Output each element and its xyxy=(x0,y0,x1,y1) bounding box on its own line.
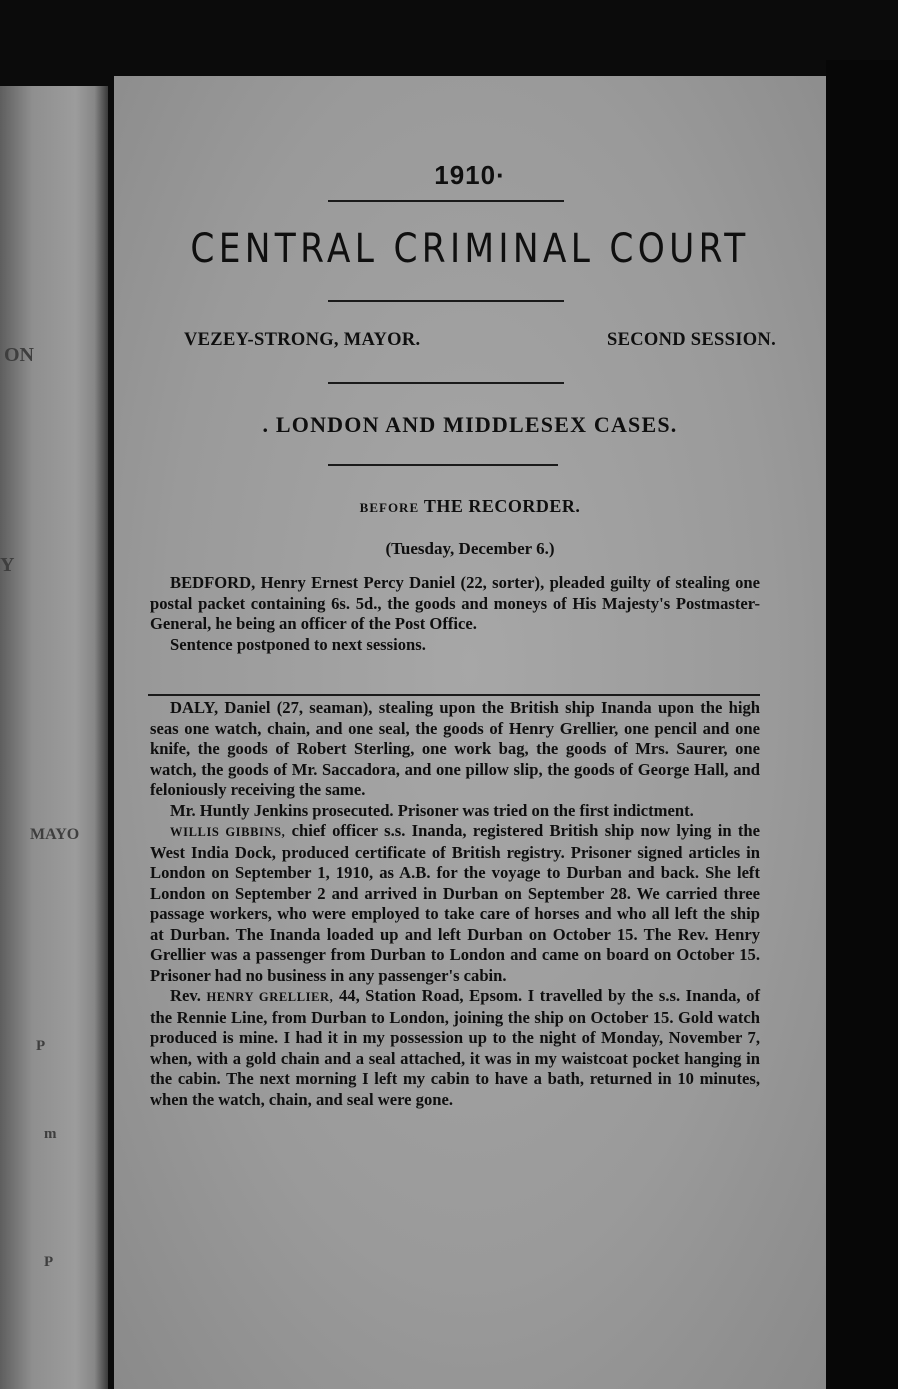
book-gutter xyxy=(94,86,108,1389)
case-text: Daniel (27, seaman), stealing upon the British ship Inanda upon the high seas one watch, chain, and one seal, the goods of Henry Grellier, one pencil and one knife, the goods of Robert Sterling, one work bag, the goods of Mrs. Saurer, one watch, the goods of Mr. Saccadora, and one pillow slip, the goods of George Hall, and feloniously receiving the same. xyxy=(150,698,760,799)
session-label: SECOND SESSION. xyxy=(606,330,776,350)
mayor-label: VEZEY-STRONG, MAYOR. xyxy=(184,330,421,350)
case-daly xyxy=(150,698,760,1110)
document-page xyxy=(114,76,826,1389)
scan-border-right xyxy=(826,60,898,1389)
case-paragraph xyxy=(150,986,760,1110)
defendant-name: BEDFORD, xyxy=(170,573,256,592)
left-page-fragment: m xyxy=(44,1126,57,1142)
case-paragraph: Mr. Huntly Jenkins prosecuted. Prisoner was tried on the first indictment. xyxy=(170,800,694,820)
left-page-fragment: Y xyxy=(0,554,15,576)
defendant-name: DALY, xyxy=(170,698,219,717)
before-name: THE RECORDER. xyxy=(423,496,581,516)
divider-rule xyxy=(328,382,564,384)
left-page-fragment: ON xyxy=(4,344,34,366)
cases-heading: . LONDON AND MIDDLESEX CASES. xyxy=(262,412,678,437)
session-date: (Tuesday, December 6.) xyxy=(385,539,555,558)
case-paragraph: Sentence postponed to next sessions. xyxy=(170,634,426,654)
case-paragraph xyxy=(150,698,760,801)
before-prefix: BEFORE xyxy=(359,500,420,515)
left-page-fragment: P xyxy=(36,1038,46,1054)
year-heading: 1910· xyxy=(434,160,506,190)
case-paragraph xyxy=(150,573,760,635)
left-page-fragment: P xyxy=(44,1254,54,1270)
case-text: Henry Ernest Percy Daniel (22, sorter), pleaded guilty of stealing one postal packet containing 6s. 5d., the goods and moneys of His Majesty's Postmaster-General, he being an officer of the Post Office. xyxy=(150,573,760,633)
before-heading xyxy=(114,496,826,517)
session-line xyxy=(184,330,776,351)
witness-name: WILLIS GIBBINS, xyxy=(170,825,286,839)
facing-page-left xyxy=(0,86,108,1389)
witness-title: Rev. xyxy=(170,986,207,1005)
court-title: CENTRAL CRIMINAL COURT xyxy=(190,226,750,272)
case-separator-rule xyxy=(148,694,760,696)
witness-name: HENRY GRELLIER, xyxy=(206,990,334,1004)
case-bedford xyxy=(150,573,760,655)
case-text: chief officer s.s. Inanda, registered British ship now lying in the West India Dock, produced certificate of British registry. Prisoner signed articles in London on September 1, 1910, as A.B. for the voyage to Durban and back. She left London on September 2 and arrived in Durban on September 28. We carried three passage workers, who were employed to take care of horses and who all left the ship at Durban. The Inanda loaded up and left Durban on October 15. The Rev. Henry Grellier was a passenger from Durban to London and came on board on October 15. Prisoner had no business in any passenger's cabin. xyxy=(150,821,760,985)
divider-rule xyxy=(328,300,564,302)
case-text: 44, Station Road, Epsom. I travelled by the s.s. Inanda, of the Rennie Line, from Durban to London, joining the ship on October 15. Gold watch produced is mine. I had it in my possession up to the night of Monday, November 7, when, with a gold chain and a seal attached, it was in my waistcoat pocket hanging in the cabin. The next morning I left my cabin to have a bath, returned in 10 minutes, when the watch, chain, and seal were gone. xyxy=(150,986,760,1109)
case-paragraph xyxy=(150,821,760,986)
divider-rule xyxy=(328,200,564,202)
divider-rule xyxy=(328,464,558,466)
left-page-fragment: MAYO xyxy=(30,826,80,843)
